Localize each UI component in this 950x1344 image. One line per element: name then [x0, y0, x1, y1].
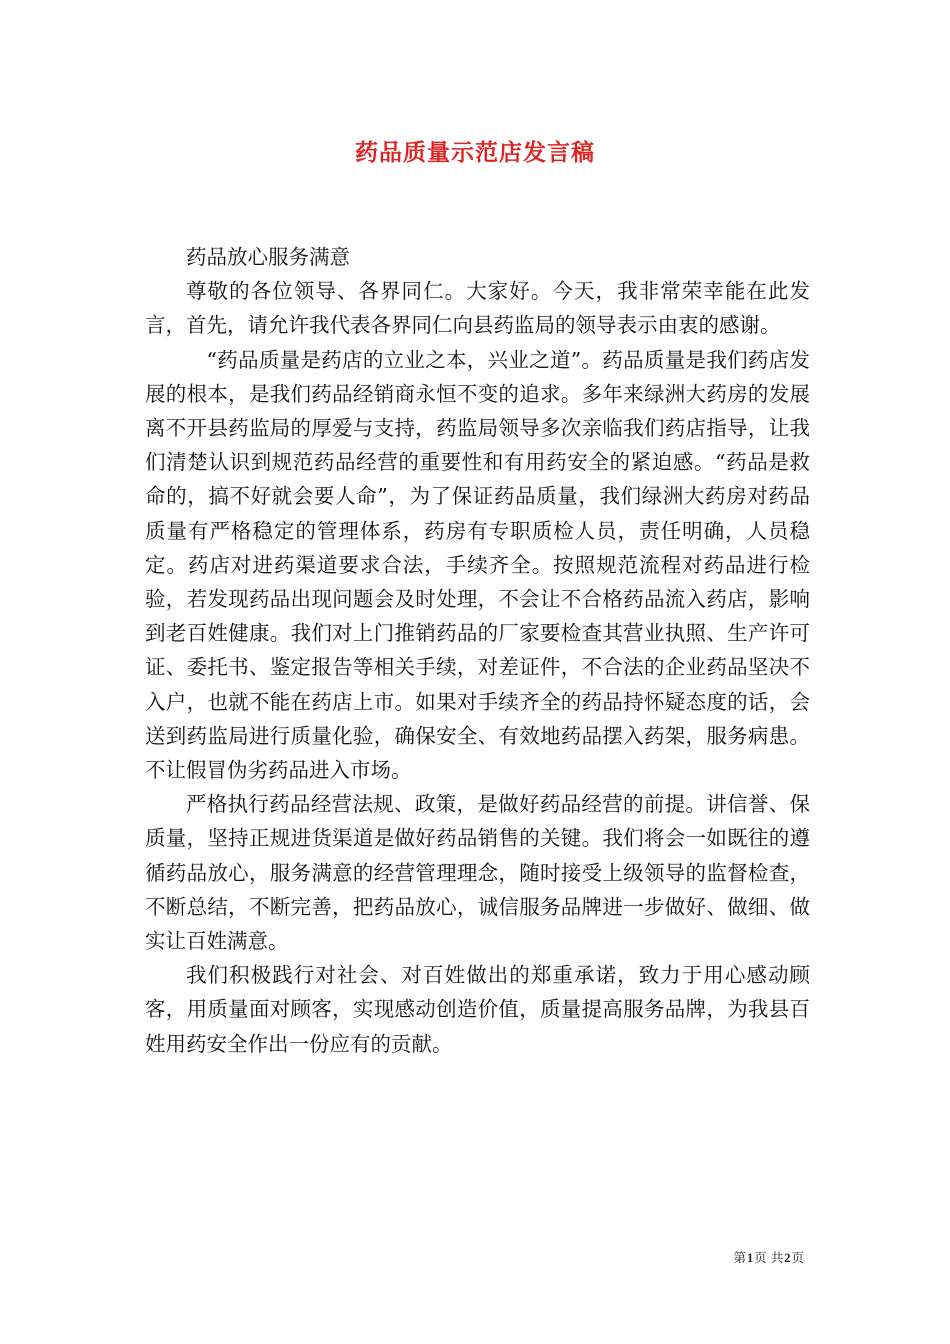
document-title: 药品质量示范店发言稿 — [355, 139, 595, 166]
paragraph-commitment: 我们积极践行对社会、对百姓做出的郑重承诺，致力于用心感动顾客，用质量面对顾客，实现感动创造价值，质量提高服务品牌，为我县百姓用药安全作出一份应有的贡献。 — [145, 963, 810, 1056]
current-page-number: 1 — [747, 1251, 754, 1265]
footer-prefix: 第 — [733, 1250, 746, 1265]
total-page-number: 2 — [784, 1251, 791, 1265]
paragraph-greeting: 尊敬的各位领导、各界同仁。大家好。今天，我非常荣幸能在此发言，首先，请允许我代表各界同仁向县药监局的领导表示由衷的感谢。 — [145, 279, 810, 338]
page-number-footer — [733, 1248, 804, 1266]
footer-suffix: 页 — [791, 1250, 804, 1265]
document-body — [145, 240, 810, 1061]
document-subtitle: 药品放心服务满意 — [186, 245, 350, 269]
paragraph-regulations: 严格执行药品经营法规、政策，是做好药品经营的前提。讲信誉、保质量，坚持正规进货渠道是做好药品销售的关键。我们将会一如既往的遵循药品放心，服务满意的经营管理理念，随时接受上级领导的监督检查，不断总结，不断完善，把药品放心，诚信服务品牌进一步做好、做细、做实让百姓满意。 — [145, 792, 810, 954]
paragraph-quality: “药品质量是药店的立业之本，兴业之道”。药品质量是我们药店发展的根本，是我们药品经销商永恒不变的追求。多年来绿洲大药房的发展离不开县药监局的厚爱与支持，药监局领导多次亲临我们药店指导，让我们清楚认识到规范药品经营的重要性和有用药安全的紧迫感。“药品是救命的，搞不好就会要人命”，为了保证药品质量，我们绿洲大药房对药品质量有严格稳定的管理体系，药房有专职质检人员，责任明确，人员稳定。药店对进药渠道要求合法，手续齐全。按照规范流程对药品进行检验，若发现药品出现问题会及时处理，不会让不合格药品流入药店，影响到老百姓健康。我们对上门推销药品的厂家要检查其营业执照、生产许可证、委托书、鉴定报告等相关手续，对差证件，不合法的企业药品坚决不入户，也就不能在药店上市。如果对手续齐全的药品持怀疑态度的话，会送到药监局进行质量化验，确保安全、有效地药品摆入药架，服务病患。不让假冒伪劣药品进入市场。 — [145, 347, 810, 783]
footer-middle: 页 共 — [754, 1250, 784, 1265]
